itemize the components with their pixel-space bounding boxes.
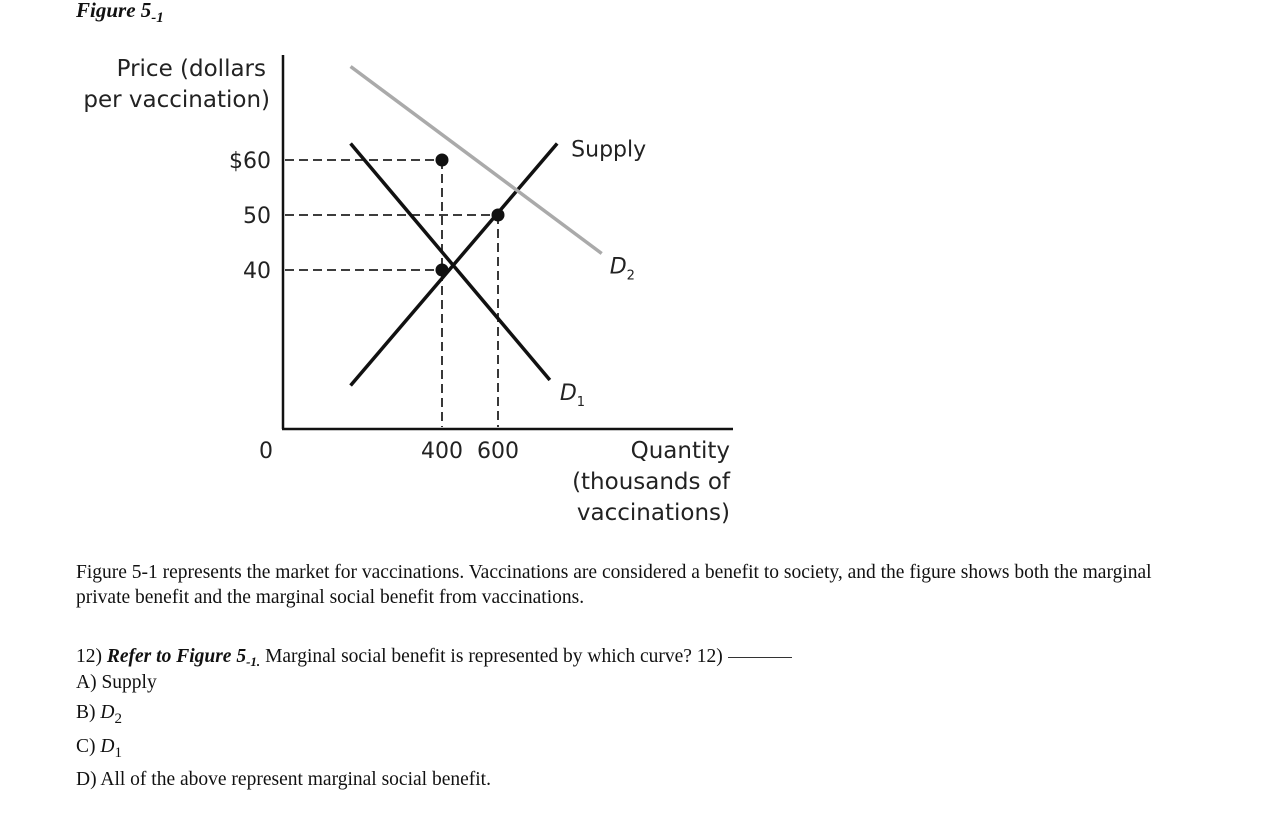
x-axis-title-line2: (thousands of	[572, 469, 730, 495]
data-point-2	[436, 264, 449, 277]
curve-d1	[351, 144, 550, 381]
choice-d[interactable]	[76, 769, 491, 791]
data-point-0	[436, 154, 449, 167]
choice-subscript: 1	[114, 745, 122, 761]
x-axis-title-line3: vaccinations)	[576, 500, 730, 526]
y-axis-title-line2: per vaccination)	[83, 87, 270, 113]
x-axis-title-line1: Quantity	[630, 438, 730, 464]
y-tick-label-40: 40	[243, 259, 271, 284]
choice-b[interactable]	[76, 702, 122, 727]
series-labels	[560, 138, 646, 411]
choice-letter: D)	[76, 769, 97, 790]
choice-text: Supply	[101, 672, 157, 693]
y-tick-label-60: $60	[229, 149, 271, 174]
choice-text: D	[100, 736, 115, 757]
question-reference-suffix: -1.	[246, 654, 261, 669]
figure-title-suffix: -1	[151, 10, 164, 26]
series-label-d2: $D_2$	[609, 254, 635, 284]
choice-letter: C)	[76, 736, 96, 757]
choice-text: All of the above represent marginal social benefit.	[100, 769, 491, 790]
guide-lines	[285, 160, 498, 427]
y-axis-title-line1: Price (dollars	[116, 56, 266, 82]
curves	[351, 67, 602, 386]
x-tick-label-600: 600	[477, 439, 519, 464]
answer-blank[interactable]	[728, 641, 792, 658]
question-12	[76, 641, 792, 674]
choice-c[interactable]	[76, 736, 122, 761]
choice-subscript: 2	[114, 711, 122, 727]
y-tick-label-50: 50	[243, 204, 271, 229]
choice-letter: B)	[76, 702, 96, 723]
choice-text: D	[100, 702, 115, 723]
series-label-d1: $D_1$	[559, 381, 586, 410]
question-number: 12)	[76, 646, 102, 667]
choice-letter: A)	[76, 672, 97, 693]
question-reference	[107, 646, 260, 667]
figure-title-main: Figure 5	[76, 0, 152, 22]
x-tick-label-400: 400	[421, 439, 463, 464]
origin-label: 0	[259, 439, 273, 464]
question-reference-main: Refer to Figure 5	[106, 646, 247, 667]
figure-description: Figure 5-1 represents the market for vaccinations. Vaccinations are considered a benefit to society, and the figure shows both the marginal private benefit and the marginal social benefit from vaccinations.	[76, 562, 1152, 608]
question-text: Marginal social benefit is represented by which curve? 12)	[260, 646, 723, 667]
choice-a[interactable]	[76, 672, 157, 694]
series-label-supply: Supply	[571, 137, 647, 163]
data-point-1	[492, 209, 505, 222]
